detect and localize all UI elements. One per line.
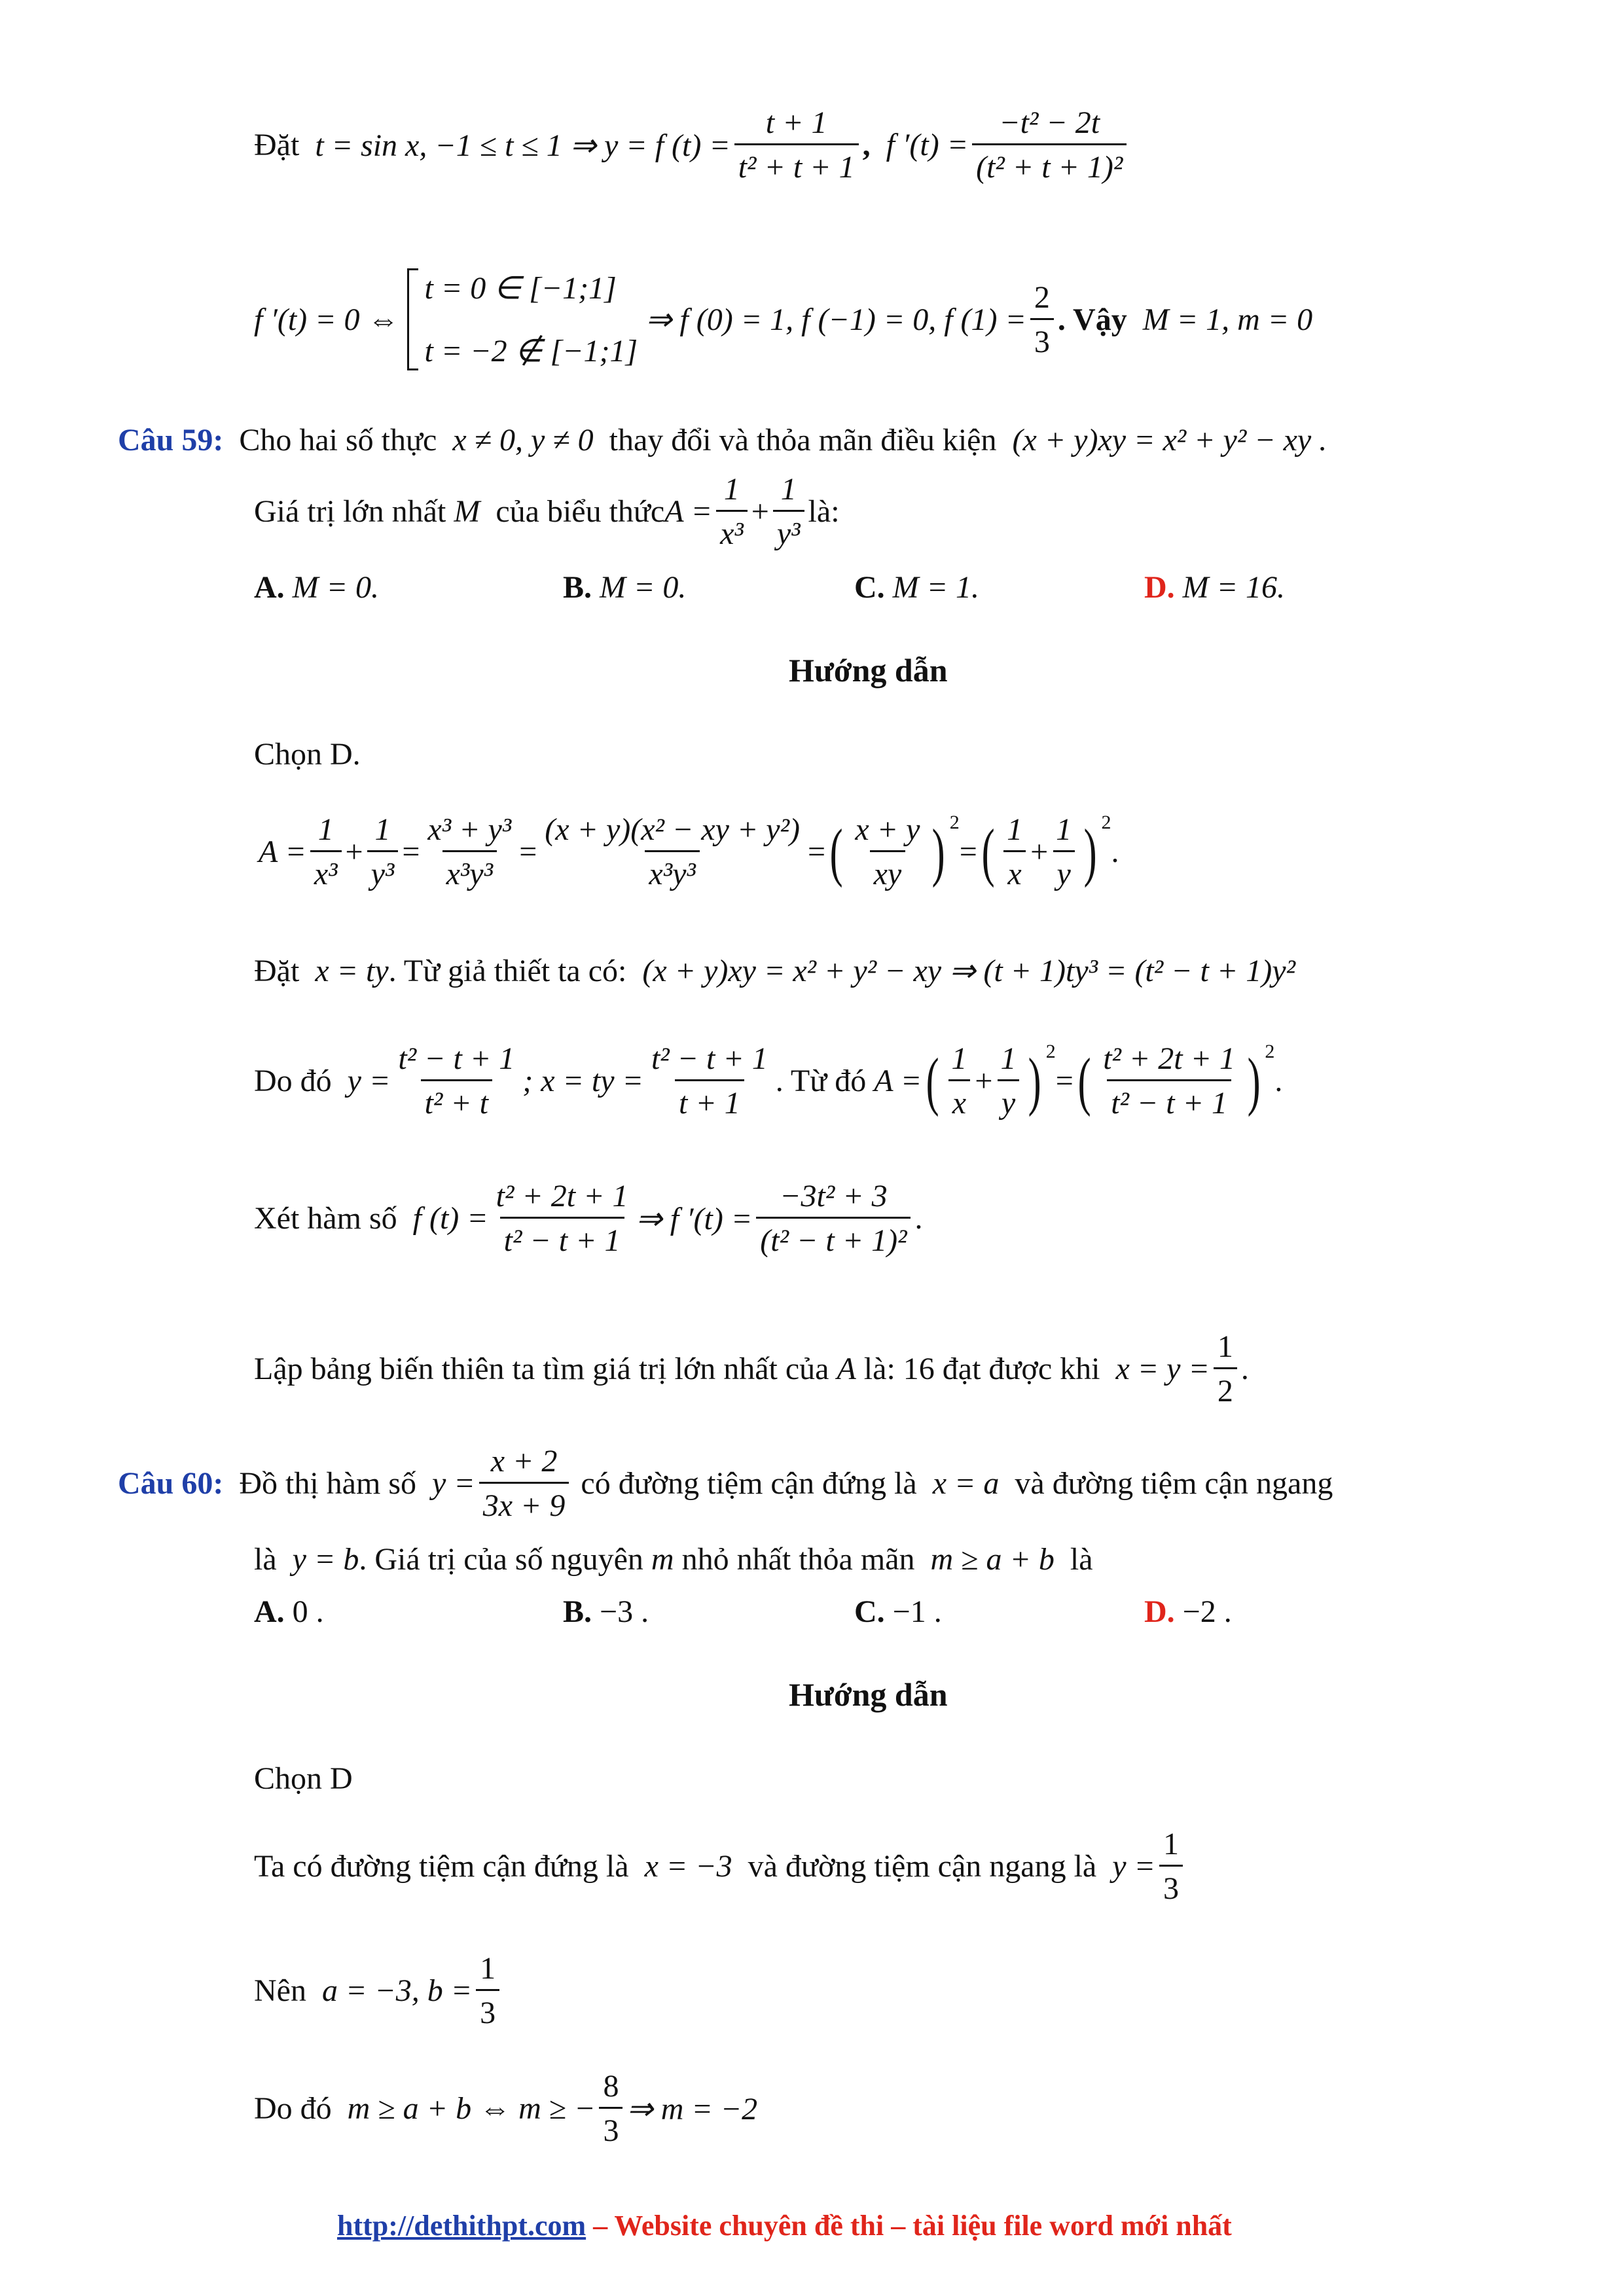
q59-line-1: Câu 59: Cho hai số thực x ≠ 0, y ≠ 0 thay đổi và thỏa mãn điều kiện (x + y)xy = x² + y² − xy . xyxy=(118,423,1327,457)
q60-option-b[interactable]: B. −3 . xyxy=(563,1594,649,1629)
q59-step-5: Lập bảng biến thiên ta tìm giá trị lớn nhất của A là: 16 đạt được khi x = y = $\frac{1}{2}$ . xyxy=(254,1329,1249,1408)
fraction: $\frac{x + y}{xy}$ xyxy=(855,812,920,891)
q60-guide-title: Hướng dẫn xyxy=(789,1676,948,1713)
fraction: $\frac{\text{(x + y)(x² − xy + y²)}}{\text{x³y³}}$ xyxy=(545,812,800,891)
fraction: $\frac{\text{t² + 2t + 1}}{\text{t² − t + 1}}$ xyxy=(496,1179,628,1258)
q60-step-3: Do đó m ≥ a + b ⇔ m ≥ − $\frac{8}{3}$ ⇒ m = −2 xyxy=(254,2069,758,2148)
q60-step-1: Ta có đường tiệm cận đứng là x = −3 và đường tiệm cận ngang là y = $\frac{1}{3}$ xyxy=(254,1826,1187,1907)
fraction: $\frac{\text{−t² − 2t}}{\text{(t² + t + 1)²}}$ xyxy=(972,105,1127,185)
intro-prefix: Đặt xyxy=(254,128,300,162)
fraction: $\frac{\text{t² − t + 1}}{t + 1}$ xyxy=(651,1041,768,1121)
q60-option-d[interactable]: D. −2 . xyxy=(1144,1594,1232,1629)
fraction: $\frac{\text{−3t² + 3}}{\text{(t² − t + 1)²}}$ xyxy=(756,1178,911,1259)
intro-expr2: f ′(t) = xyxy=(886,128,969,162)
fraction: $\frac{t + 1}{\text{t² + t + 1}}$ xyxy=(734,105,859,185)
q59-guide-title: Hướng dẫn xyxy=(789,652,948,689)
question-label: Câu 59: xyxy=(118,423,224,457)
footer-link[interactable]: http://dethithpt.com xyxy=(337,2210,586,2242)
q60-line-2: là y = b . Giá trị của số nguyên m nhỏ nhất thỏa mãn m ≥ a + b là xyxy=(254,1542,1093,1577)
q59-option-c[interactable]: C. M = 1. xyxy=(854,570,980,605)
q59-line-2: Giá trị lớn nhất M của biểu thức A = $\frac{1}{\text{x³}}$ + $\frac{1}{\text{y³}}$ là: xyxy=(254,472,840,551)
q59-step-2: Đặt x = ty . Từ giả thiết ta có: (x + y)xy = x² + y² − xy ⇒ (t + 1)ty³ = (t² − t + 1)y² xyxy=(254,953,1295,988)
fraction: $\frac{1}{\text{y³}}$ xyxy=(367,812,399,892)
footer-text: – Website chuyên đề thi – tài liệu file word mới nhất xyxy=(593,2210,1232,2242)
fraction: $\frac{\text{x³ + y³}}{\text{x³y³}}$ xyxy=(427,812,512,891)
fraction: $\frac{1}{2}$ xyxy=(1214,1329,1237,1409)
q60-choice: Chọn D xyxy=(254,1761,353,1796)
fraction: $\frac{1}{\text{x³}}$ xyxy=(716,471,748,552)
q59-choice: Chọn D. xyxy=(254,737,361,772)
cases: t = 0 ∈ [−1;1] t = −2 ∉ [−1;1] xyxy=(424,271,638,368)
fraction: $\frac{1}{y}$ xyxy=(996,1041,1020,1121)
fraction: $\frac{1}{y}$ xyxy=(1052,812,1075,892)
fraction: $\frac{1}{x}$ xyxy=(947,1041,971,1121)
q59-option-d[interactable]: D. M = 16. xyxy=(1144,570,1286,605)
intro-expr1: t = sin x, −1 ≤ t ≤ 1 ⇒ y = f (t) = xyxy=(315,128,731,163)
q60-option-a[interactable]: A. 0 . xyxy=(254,1594,324,1629)
fraction: $\frac{8}{3}$ xyxy=(599,2068,623,2149)
q60-step-2: Nên a = −3, b = $\frac{1}{3}$ xyxy=(254,1950,503,2031)
fraction: $\frac{1}{\text{y³}}$ xyxy=(773,471,804,552)
q60-option-c[interactable]: C. −1 . xyxy=(854,1594,942,1629)
fraction: $\frac{2}{3}$ xyxy=(1030,279,1054,360)
fraction: $\frac{1}{\text{x³}}$ xyxy=(310,812,342,892)
fraction: $\frac{1}{3}$ xyxy=(1159,1826,1183,1907)
intro-line-1: Đặt t = sin x, −1 ≤ t ≤ 1 ⇒ y = f (t) = $\frac{t + 1}{\text{t² + t + 1}}$ , f ′(t) = $\frac{\text{−t² − 2t}}{\text{(t² + t + 1)²}}$ xyxy=(254,105,1130,185)
fraction: $\frac{1}{3}$ xyxy=(476,1950,499,2031)
footer xyxy=(337,2209,1232,2242)
fraction: $\frac{\text{t² + 2t + 1}}{\text{t² − t + 1}}$ xyxy=(1103,1041,1236,1121)
q59-step-1: A = $\frac{1}{\text{x³}}$ + $\frac{1}{\text{y³}}$ = $\frac{\text{x³ + y³}}{\text{x³y³}}$ = $\frac{\text{(x + y)(x² − xy + y²)}}{\text{x³y³}}$ = ( $\frac{x + y}{xy}$ ) $^2$ = ( $\frac{1}{x}$ + $\frac{1}{y}$ ) $^2$ . xyxy=(259,812,1119,891)
q59-option-a[interactable]: A. M = 0. xyxy=(254,570,380,605)
q60-line-1: Câu 60: Đồ thị hàm số y = $\frac{x + 2}{3x + 9}$ có đường tiệm cận đứng là x = a và đường tiệm cận ngang xyxy=(118,1444,1333,1523)
fraction: $\frac{1}{x}$ xyxy=(1003,812,1026,892)
q59-option-b[interactable]: B. M = 0. xyxy=(563,570,687,605)
fraction: $\frac{x + 2}{3x + 9}$ xyxy=(479,1443,569,1524)
intro-line-2: f ′(t) = 0 ⇔ t = 0 ∈ [−1;1] t = −2 ∉ [−1;1] ⇒ f (0) = 1, f (−1) = 0, f (1) = $\frac{2}{3}$ . Vậy M = 1, m = 0 xyxy=(254,268,1312,370)
q59-step-4: Xét hàm số f (t) = $\frac{\text{t² + 2t + 1}}{\text{t² − t + 1}}$ ⇒ f ′(t) = $\frac{\text{−3t² + 3}}{\text{(t² − t + 1)²}}$ . xyxy=(254,1179,923,1258)
fraction: $\frac{\text{t² − t + 1}}{\text{t² + t}}$ xyxy=(398,1041,515,1121)
case-bracket xyxy=(407,268,418,370)
q59-step-3: Do đó y = $\frac{\text{t² − t + 1}}{\text{t² + t}}$ ; x = ty = $\frac{\text{t² − t + 1}}{t + 1}$ . Từ đó A = ( $\frac{1}{x}$ + $\frac{1}{y}$ ) $^2$ = ( $\frac{\text{t² + 2t + 1}}{\text{t² − t + 1}}$ ) $^2$ . xyxy=(254,1041,1283,1121)
question-label: Câu 60: xyxy=(118,1466,224,1501)
